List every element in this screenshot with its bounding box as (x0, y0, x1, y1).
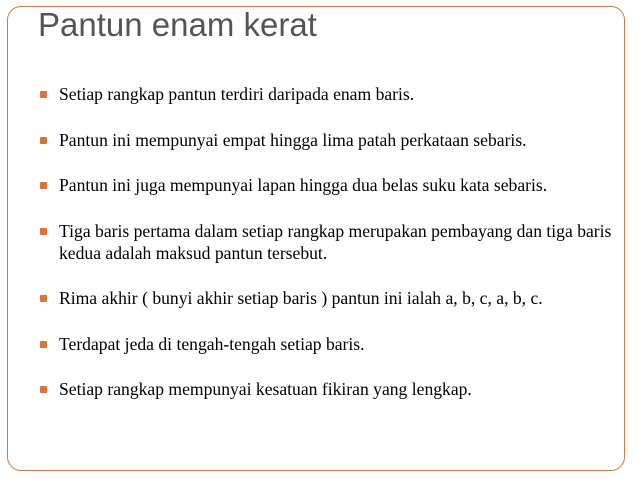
square-bullet-icon (40, 228, 47, 235)
square-bullet-icon (40, 341, 47, 348)
square-bullet-icon (40, 91, 47, 98)
bullet-text: Pantun ini mempunyai empat hingga lima patah perkataan sebaris. (59, 129, 527, 150)
bullet-text: Pantun ini juga mempunyai lapan hingga dua belas suku kata sebaris. (59, 175, 548, 195)
bullet-item (40, 287, 615, 309)
bullet-item (40, 174, 615, 196)
bullet-item (40, 220, 615, 264)
square-bullet-icon (40, 182, 47, 189)
bullet-text: Tiga baris pertama dalam setiap rangkap merupakan pembayang dan tiga baris kedua adalah maksud pantun tersebut. (59, 220, 612, 263)
bullet-item (40, 333, 615, 355)
slide-title: Pantun enam kerat (38, 6, 317, 43)
bullet-list (40, 83, 615, 424)
bullet-item (40, 378, 615, 400)
bullet-text: Terdapat jeda di tengah-tengah setiap baris. (59, 333, 365, 354)
bullet-text: Rima akhir ( bunyi akhir setiap baris ) pantun ini ialah a, b, c, a, b, c. (59, 288, 543, 308)
bullet-text: Setiap rangkap pantun terdiri daripada enam baris. (59, 84, 415, 104)
square-bullet-icon (40, 295, 47, 302)
square-bullet-icon (40, 386, 47, 393)
square-bullet-icon (40, 137, 47, 144)
bullet-item (40, 129, 615, 151)
bullet-item (40, 83, 615, 105)
bullet-text: Setiap rangkap mempunyai kesatuan fikiran yang lengkap. (59, 379, 472, 399)
